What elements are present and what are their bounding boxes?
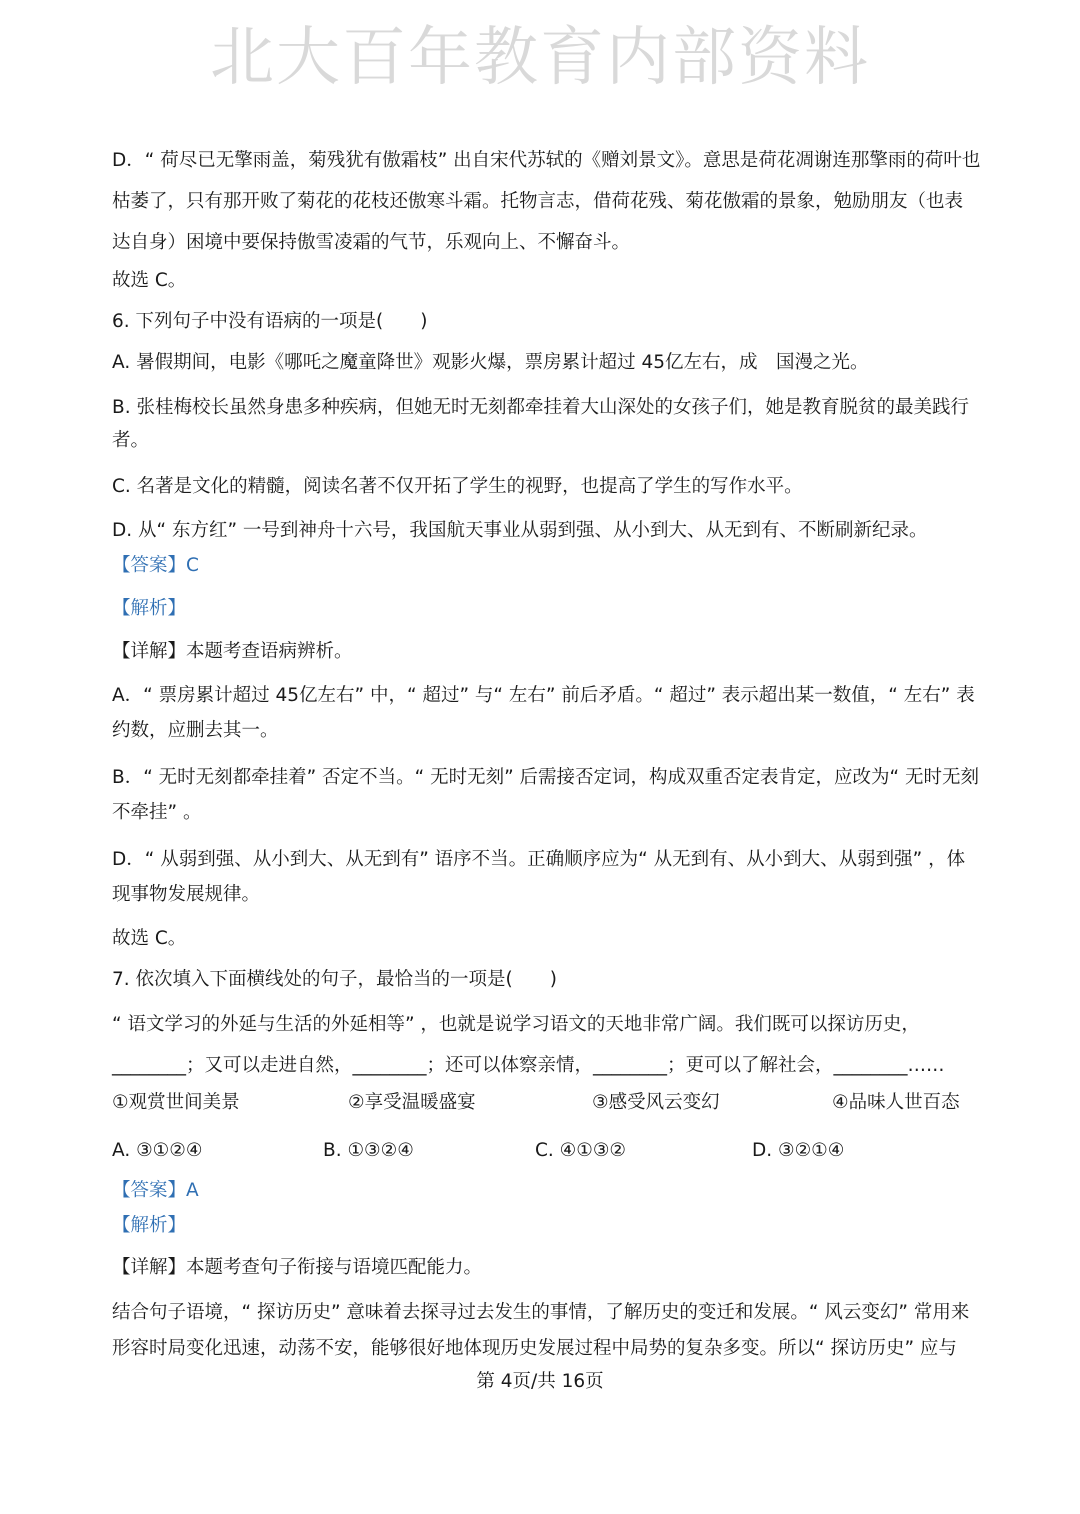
explain-6b-line1: B．“ 无时无刻都牵挂着” 否定不当。“ 无时无刻” 后需接否定词，构成双重否定表肯定，应改为“ 无时无刻 (112, 767, 980, 788)
analysis-6-heading: 【解析】 (112, 598, 187, 619)
question-7-passage-line1: “ 语文学习的外延与生活的外延相等” ，也就是说学习语文的天地非常广阔。我们既可以探访历史， (112, 1014, 920, 1035)
question-6-option-d: D. 从“ 东方红” 一号到神舟十六号，我国航天事业从弱到强、从小到大、从无到有、不断刷新纪录。 (112, 520, 928, 541)
question-7-item-4: ④品味人世百态 (832, 1092, 960, 1113)
conclusion-2: 故选 C。 (112, 928, 187, 949)
explanation-d-line3: 达自身）困境中要保持傲雪凌霜的气节，乐观向上、不懈奋斗。 (112, 232, 631, 253)
question-6-option-b-line2: 者。 (112, 430, 150, 451)
explain-7-line1: 结合句子语境，“ 探访历史” 意味着去探寻过去发生的事情，了解历史的变迁和发展。“ 风云变幻” 常用来 (112, 1302, 970, 1323)
page-footer: 第 4页/共 16页 (476, 1371, 604, 1392)
explain-6b-line2: 不牵挂” 。 (112, 802, 202, 823)
question-7-passage-line2: ________；又可以走进自然，________；还可以体察亲情，________；更可以了解社会，________…… (112, 1055, 945, 1076)
answer-7: 【答案】A (112, 1180, 199, 1201)
watermark: 北大百年教育内部资料 (210, 21, 870, 95)
question-6-stem: 6. 下列句子中没有语病的一项是( ) (112, 311, 428, 332)
detail-6: 【详解】本题考查语病辨析。 (112, 641, 353, 662)
explain-7-line2: 形容时局变化迅速，动荡不安，能够很好地体现历史发展过程中局势的复杂多变。所以“ 探访历史” 应与 (112, 1338, 957, 1359)
question-7-item-1: ①观赏世间美景 (112, 1092, 240, 1113)
explain-6a-line2: 约数，应删去其一。 (112, 720, 279, 741)
explain-6d-line2: 现事物发展规律。 (112, 884, 261, 905)
explain-6d-line1: D．“ 从弱到强、从小到大、从无到有” 语序不当。正确顺序应为“ 从无到有、从小到大、从弱到强” ，体 (112, 849, 966, 870)
question-7-option-a: A. ③①②④ (112, 1140, 203, 1161)
explain-6a-line1: A．“ 票房累计超过 45亿左右” 中，“ 超过” 与“ 左右” 前后矛盾。“ 超过” 表示超出某一数值，“ 左右” 表 (112, 685, 975, 706)
explanation-d-line2: 枯萎了，只有那开败了菊花的花枝还傲寒斗霜。托物言志，借荷花残、菊花傲霜的景象，勉励朋友（也表 (112, 191, 964, 212)
question-6-option-a: A. 暑假期间，电影《哪吒之魔童降世》观影火爆，票房累计超过 45亿左右，成 国漫之光。 (112, 352, 869, 373)
question-7-option-c: C. ④①③② (535, 1140, 627, 1161)
question-7-stem: 7. 依次填入下面横线处的句子，最恰当的一项是( ) (112, 969, 557, 990)
question-7-option-d: D. ③②①④ (752, 1140, 845, 1161)
question-7-item-3: ③感受风云变幻 (592, 1092, 720, 1113)
detail-7: 【详解】本题考查句子衔接与语境匹配能力。 (112, 1257, 483, 1278)
conclusion-1: 故选 C。 (112, 270, 187, 291)
question-6-option-c: C. 名著是文化的精髓，阅读名著不仅开拓了学生的视野，也提高了学生的写作水平。 (112, 476, 803, 497)
question-6-option-b-line1: B. 张桂梅校长虽然身患多种疾病，但她无时无刻都牵挂着大山深处的女孩子们，她是教育脱贫的最美践行 (112, 397, 969, 418)
answer-6: 【答案】C (112, 555, 199, 576)
explanation-d-line1: D．“ 荷尽已无擎雨盖，菊残犹有傲霜枝” 出自宋代苏轼的《赠刘景文》。意思是荷花凋谢连那擎雨的荷叶也 (112, 150, 981, 171)
analysis-7-heading: 【解析】 (112, 1215, 187, 1236)
question-7-option-b: B. ①③②④ (323, 1140, 414, 1161)
question-7-item-2: ②享受温暖盛宴 (348, 1092, 476, 1113)
